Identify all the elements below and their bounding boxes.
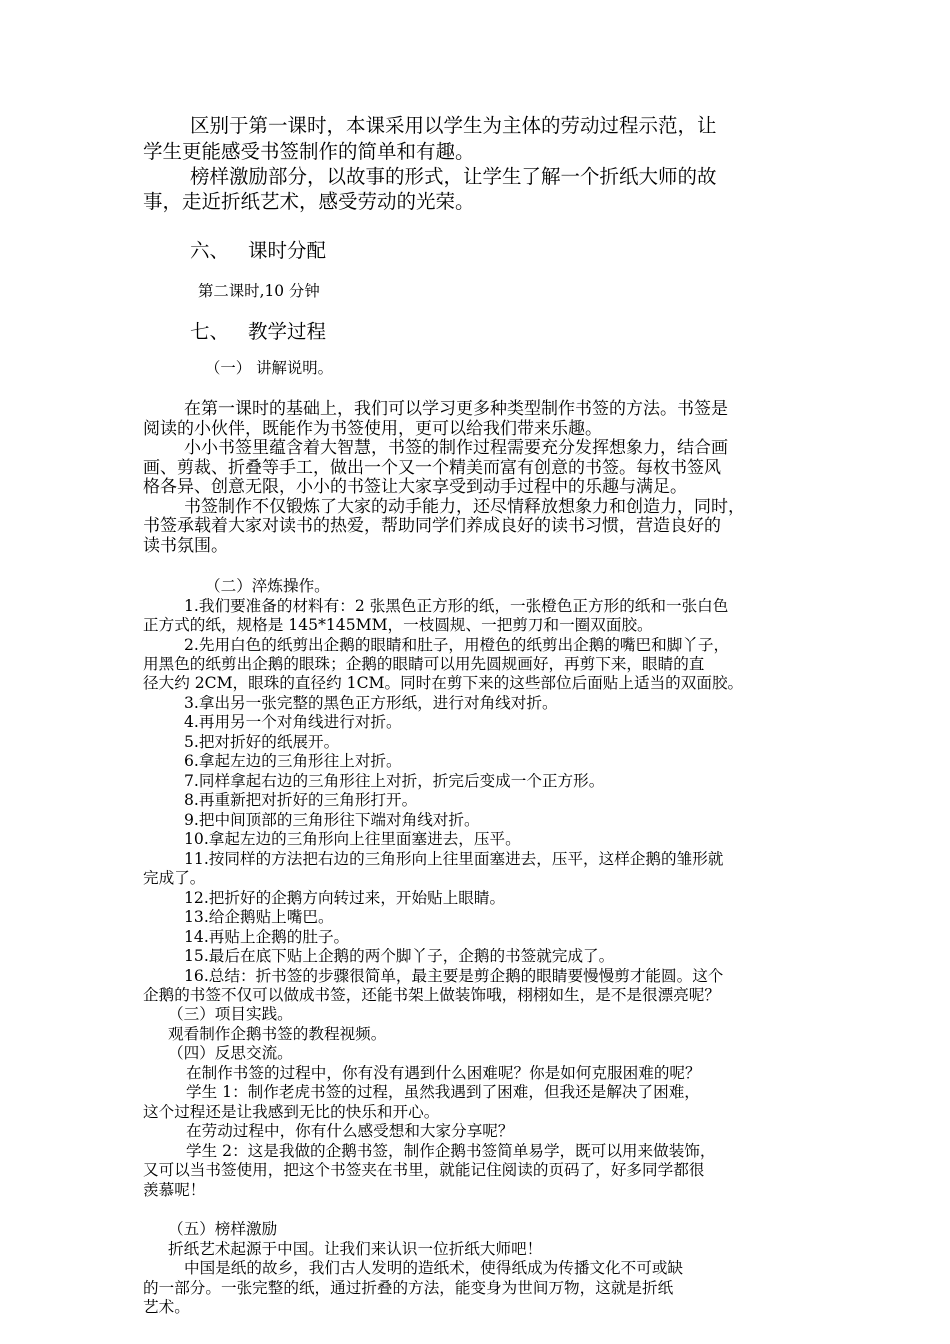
part4-question2: 在劳动过程中，你有什么感受想和大家分享呢？ [186,1122,514,1140]
part4-answer1-line2: 这个过程还是让我感到无比的快乐和开心。 [143,1103,440,1121]
step-1-line1: 1.我们要准备的材料有：2 张黑色正方形的纸，一张橙色正方形的纸和一张白色 [184,597,729,615]
intro-p2-line2: 事，走近折纸艺术，感受劳动的光荣。 [143,190,475,213]
step-6: 6.拿起左边的三角形往上对折。 [184,752,402,770]
section6-title: 课时分配 [248,239,327,262]
part5-heading: （五）榜样激励 [168,1220,278,1238]
step-13: 13.给企鹅贴上嘴巴。 [184,908,334,926]
intro-p2-line1: 榜样激励部分，以故事的形式，让学生了解一个折纸大师的故 [190,165,717,188]
step-1-line2: 正方式的纸，规格是 145*145MM，一枝圆规、一把剪刀和一圈双面胶。 [143,616,653,634]
section7-number: 七、 [190,320,230,343]
part1-p2-line2: 画、剪裁、折叠等手工，做出一个又一个精美而富有创意的书签。每枚书签风 [143,458,721,478]
step-7: 7.同样拿起右边的三角形往上对折，折完后变成一个正方形。 [184,772,605,790]
part3-text: 观看制作企鹅书签的教程视频。 [168,1025,387,1043]
step-2-line3: 径大约 2CM，眼珠的直径约 1CM。同时在剪下来的这些部位后面贴上适当的双面胶。 [143,674,744,692]
step-16-line2: 企鹅的书签不仅可以做成书签，还能书架上做装饰哦，栩栩如生，是不是很漂亮呢？ [143,986,720,1004]
intro-p1-line1: 区别于第一课时，本课采用以学生为主体的劳动过程示范，让 [190,114,717,137]
part3-heading: （三）项目实践。 [168,1005,293,1023]
part1-p1-line1: 在第一课时的基础上，我们可以学习更多种类型制作书签的方法。书签是 [184,399,728,419]
step-16-line1: 16.总结：折书签的步骤很简单，最主要是剪企鹅的眼睛要慢慢剪才能圆。这个 [184,967,724,985]
part4-answer2-line3: 羡慕呢！ [143,1181,206,1199]
section6-text: 第二课时,10 分钟 [198,282,320,300]
step-8: 8.再重新把对折好的三角形打开。 [184,791,418,809]
step-14: 14.再贴上企鹅的肚子。 [184,928,350,946]
part1-p1-line2: 阅读的小伙伴，既能作为书签使用，更可以给我们带来乐趣。 [143,419,602,439]
step-11-line1: 11.按同样的方法把右边的三角形向上往里面塞进去，压平，这样企鹅的雏形就 [184,850,724,868]
section7-title: 教学过程 [248,320,327,343]
part4-answer2-line2: 又可以当书签使用，把这个书签夹在书里，就能记住阅读的页码了，好多同学都很 [143,1161,705,1179]
step-5: 5.把对折好的纸展开。 [184,733,340,751]
part4-answer2-line1: 学生 2：这是我做的企鹅书签，制作企鹅书签简单易学，既可以用来做装饰， [186,1142,716,1160]
step-2-line1: 2.先用白色的纸剪出企鹅的眼睛和肚子，用橙色的纸剪出企鹅的嘴巴和脚丫子， [184,636,730,654]
step-2-line2: 用黑色的纸剪出企鹅的眼珠；企鹅的眼睛可以用先圆规画好，再剪下来，眼睛的直 [143,655,705,673]
part4-heading: （四）反思交流。 [168,1044,293,1062]
part1-p2-line3: 格各异、创意无限，小小的书签让大家享受到动手过程中的乐趣与满足。 [143,477,687,497]
part4-question1: 在制作书签的过程中，你有没有遇到什么困难呢？你是如何克服困难的呢？ [186,1064,701,1082]
part5-p2-line1: 中国是纸的故乡，我们古人发明的造纸术，使得纸成为传播文化不可或缺 [184,1259,684,1277]
intro-p1-line2: 学生更能感受书签制作的简单和有趣。 [143,140,475,163]
part2-heading: （二）淬炼操作。 [205,577,330,595]
part4-answer1-line1: 学生 1：制作老虎书签的过程，虽然我遇到了困难，但我还是解决了困难， [186,1083,700,1101]
part1-heading: （一） 讲解说明。 [205,359,334,377]
part5-p1: 折纸艺术起源于中国。让我们来认识一位折纸大师吧！ [168,1240,543,1258]
step-4: 4.再用另一个对角线进行对折。 [184,713,402,731]
part1-p2-line1: 小小书签里蕴含着大智慧，书签的制作过程需要充分发挥想象力，结合画 [184,438,728,458]
part1-p3-line3: 读书氛围。 [143,536,228,556]
step-15: 15.最后在底下贴上企鹅的两个脚丫子，企鹅的书签就完成了。 [184,947,615,965]
part1-p3-line1: 书签制作不仅锻炼了大家的动手能力，还尽情释放想象力和创造力，同时， [184,497,745,517]
step-3: 3.拿出另一张完整的黑色正方形纸，进行对角线对折。 [184,694,558,712]
step-11-line2: 完成了。 [143,869,206,887]
part1-p3-line2: 书签承载着大家对读书的热爱，帮助同学们养成良好的读书习惯，营造良好的 [143,516,721,536]
part5-p2-line2: 的一部分。一张完整的纸，通过折叠的方法，能变身为世间万物，这就是折纸 [143,1279,674,1297]
section6-number: 六、 [190,239,230,262]
step-10: 10.拿起左边的三角形向上往里面塞进去，压平。 [184,830,521,848]
step-9: 9.把中间顶部的三角形往下端对角线对折。 [184,811,480,829]
step-12: 12.把折好的企鹅方向转过来，开始贴上眼睛。 [184,889,506,907]
part5-p2-line3: 艺术。 [143,1298,190,1316]
